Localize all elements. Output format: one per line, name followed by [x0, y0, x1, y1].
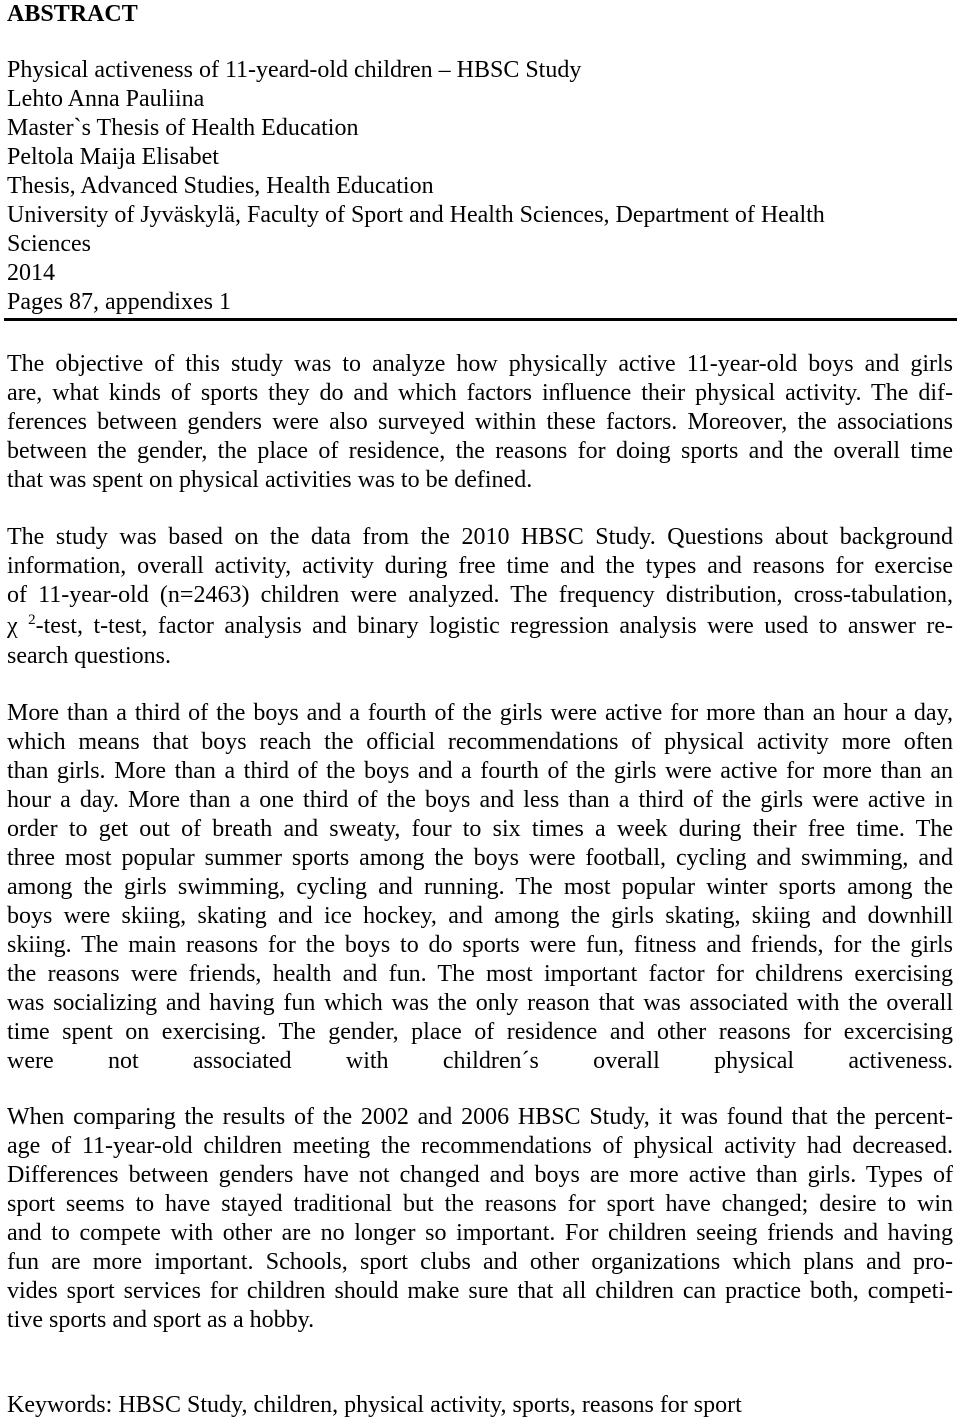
text-line: The study was based on the data from the 2010 HBSC Study. Questions about background: [7, 524, 953, 550]
text-line: three most popular summer sports among the boys were football, cycling and swimming, and: [7, 845, 953, 871]
text-line: that was spent on physical activities was to be defined.: [7, 467, 533, 493]
chi-symbol: χ: [7, 613, 29, 639]
institution-line: Sciences: [7, 231, 91, 257]
thesis-info-block: [7, 56, 953, 317]
text-line: and to compete with other are no longer so important. For children seeing friends and having: [7, 1220, 953, 1246]
text-line: among the girls swimming, cycling and running. The most popular winter sports among the: [7, 874, 953, 900]
text-line: hour a day. More than a one third of the boys and less than a third of the girls were active in: [7, 787, 953, 813]
page-count: Pages 87, appendixes 1: [7, 289, 231, 315]
author-name: Peltola Maija Elisabet: [7, 144, 219, 170]
publication-year: 2014: [7, 260, 55, 286]
superscript: 2: [28, 612, 36, 628]
paragraph-objective: [7, 350, 953, 495]
text-line: than girls. More than a third of the boys and a fourth of the girls were active for more than an: [7, 758, 953, 784]
thesis-type: Master`s Thesis of Health Education: [7, 115, 359, 141]
text-line: When comparing the results of the 2002 and 2006 HBSC Study, it was found that the percent-: [7, 1104, 953, 1130]
text-line: was socializing and having fun which was the only reason that was associated with the overall: [7, 990, 953, 1016]
text-line: the reasons were friends, health and fun. The most important factor for childrens exercising: [7, 961, 953, 987]
paragraph-comparison: [7, 1103, 953, 1335]
text-line: fun are more important. Schools, sport clubs and other organizations which plans and pro-: [7, 1249, 953, 1275]
text-line: are, what kinds of sports they do and which factors influence their physical activity. The dif-: [7, 380, 953, 406]
text-line: tive sports and sport as a hobby.: [7, 1307, 315, 1333]
thesis-title: Physical activeness of 11-yeard-old children – HBSC Study: [7, 57, 582, 83]
text-line: of 11-year-old (n=2463) children were analyzed. The frequency distribution, cross-tabulation,: [7, 582, 953, 608]
text-line: which means that boys reach the official recommendations of physical activity more often: [7, 729, 953, 755]
text-line: More than a third of the boys and a fourth of the girls were active for more than an hour a day,: [7, 700, 953, 726]
text-line: search questions.: [7, 643, 171, 669]
section-divider: [4, 318, 957, 321]
text-segment: -test, t-test, factor analysis and binary logistic regression analysis were used to answer re-: [35, 613, 953, 639]
paragraph-results: [7, 699, 953, 1076]
institution-line: University of Jyväskylä, Faculty of Sport and Health Sciences, Department of Health: [7, 202, 825, 228]
text-line: age of 11-year-old children meeting the recommendations of physical activity had decreased.: [7, 1133, 953, 1159]
text-line: sport seems to have stayed traditional but the reasons for sport have changed; desire to win: [7, 1191, 953, 1217]
text-line: Differences between genders have not changed and boys are more active than girls. Types of: [7, 1162, 953, 1188]
text-line: vides sport services for children should make sure that all children can practice both, competi-: [7, 1278, 953, 1304]
text-line: skiing. The main reasons for the boys to do sports were fun, fitness and friends, for the girls: [7, 932, 953, 958]
text-line: The objective of this study was to analyze how physically active 11-year-old boys and girls: [7, 351, 953, 377]
abstract-heading: ABSTRACT: [7, 1, 138, 27]
text-line: boys were skiing, skating and ice hockey, and among the girls skating, skiing and downhill: [7, 903, 953, 929]
text-line: were not associated with children´s overall physical activeness.: [7, 1048, 953, 1074]
text-line: time spent on exercising. The gender, place of residence and other reasons for excercising: [7, 1019, 953, 1045]
text-line: order to get out of breath and sweaty, four to six times a week during their free time. The: [7, 816, 953, 842]
author-name: Lehto Anna Pauliina: [7, 86, 205, 112]
paragraph-methods: [7, 523, 953, 671]
text-line: [7, 610, 953, 642]
keywords: Keywords: HBSC Study, children, physical activity, sports, reasons for sport: [7, 1392, 742, 1418]
text-line: between the gender, the place of residence, the reasons for doing sports and the overall time: [7, 438, 953, 464]
keywords-section: [7, 1391, 953, 1420]
text-line: ferences between genders were also surveyed within these factors. Moreover, the associations: [7, 409, 953, 435]
thesis-type: Thesis, Advanced Studies, Health Education: [7, 173, 434, 199]
text-line: information, overall activity, activity during free time and the types and reasons for exercise: [7, 553, 953, 579]
